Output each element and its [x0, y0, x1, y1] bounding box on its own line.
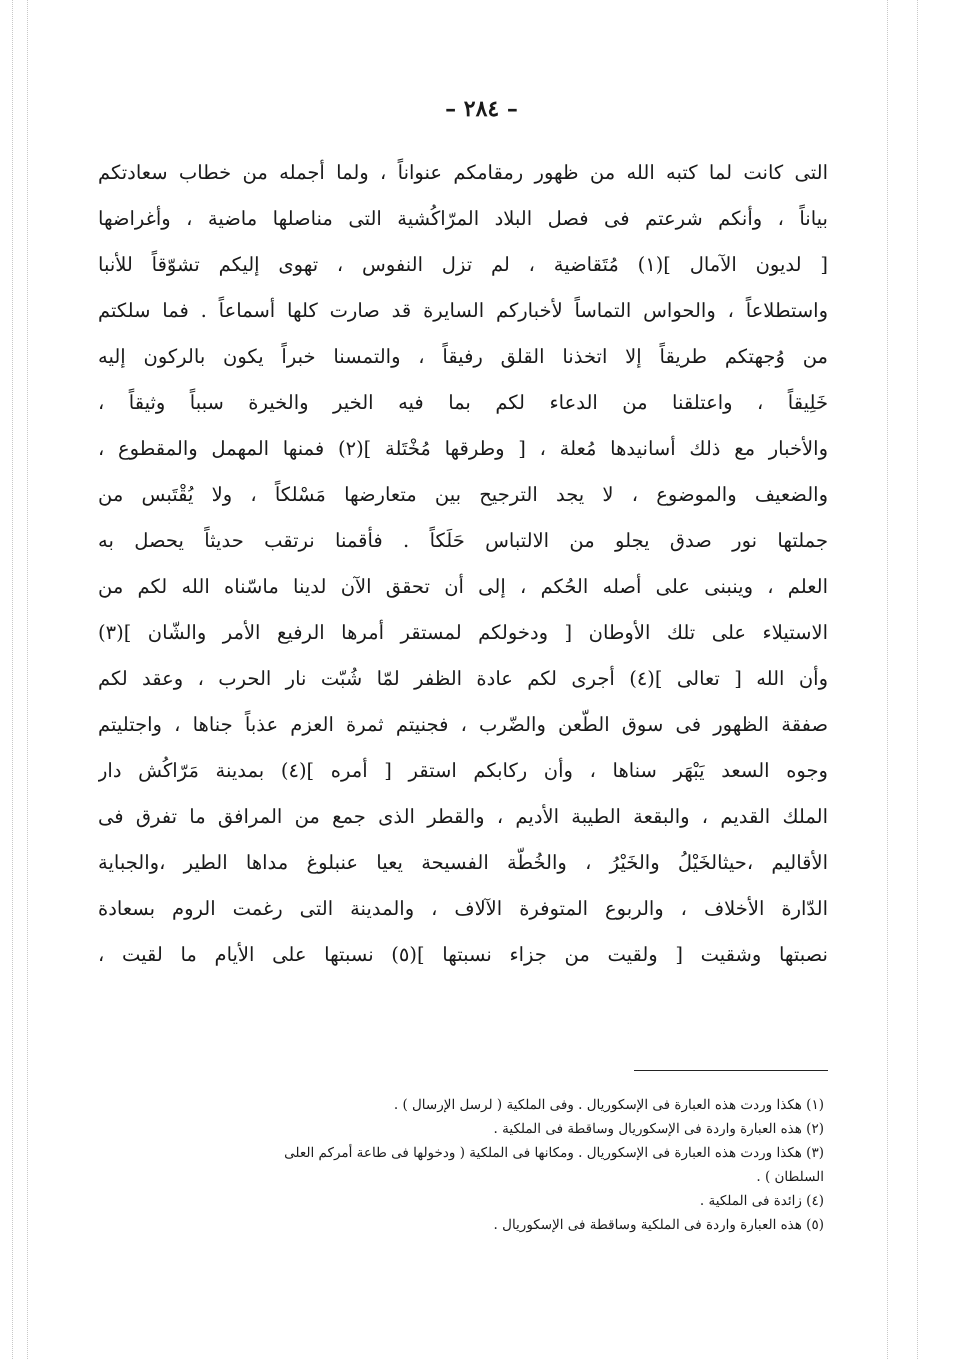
footnotes — [98, 1093, 824, 1237]
text-line: العلم ، وينبنى على أصله الحُكم ، إلى أن تحقق الآن لدينا ماسّناه الله لكم من — [98, 575, 828, 598]
text-line: الدّارة الأخلاف ، والربوع المتوفرة الآلاف ، والمدينة التى رغمت الروم بسعادة — [98, 897, 828, 920]
footnote-separator — [634, 1070, 828, 1071]
text-line: صفقة الظهور فى سوق الطّعن والضّرب ، فجنيتم ثمرة العزم عذباً جناها ، واجتليتم — [98, 713, 828, 736]
text-line: وجوه السعد يَبْهَر سناها ، وأن ركابكم استقر [ أمره ](٤) بمدينة مَرّاكُش دار — [98, 759, 828, 782]
page-number: – ٢٨٤ – — [445, 96, 518, 122]
text-line: بياناً ، وأنكم شرعتم فى فصل البلاد المرّاكُشية التى مناصلها ماضية ، وأغراضها — [98, 207, 828, 230]
text-line: الاستيلاء على تلك الأوطان [ ودخولكم لمستقر أمرها الرفيع الأمر والشّان ](٣) — [98, 621, 828, 644]
text-line: والضعيف والموضوع ، لا يجد الترجيح بين متعارضها مَسْلكاً ، ولا يُقْتَبس من — [98, 483, 828, 506]
text-line: جملتها نور صدق يجلو من الالتباس حَلَكاً . فأقمنا نرتقب حديثاً يحصل به — [98, 529, 828, 552]
text-line: من وُجهتكم طريقاً إلا اتخذنا القلق رفيقاً ، والتمسنا خبراً يكون بالركون إليه — [98, 345, 828, 368]
footnote: (١) هكذا وردت هذه العبارة فى الإسكوريال . وفى الملكية ( لرسل الإرسال ) . — [393, 1097, 824, 1113]
footnote: (٣) هكذا وردت هذه العبارة فى الإسكوريال . ومكانها فى الملكية ( ودخولها فى طاعة أمركم العلى — [284, 1145, 824, 1161]
body-text — [98, 150, 828, 978]
text-line: نصبتها وشقيت [ ولقيت من جزاء نسبتها ](٥) نسبتها على الأيام ما لقيت ، — [98, 943, 828, 966]
text-line: الملك القديم ، والبقعة الطيبة الأديم ، والقطر الذى جمع من المرافق ما تفرق فى — [98, 805, 828, 828]
scan-edge-dots-right — [887, 0, 888, 1359]
scan-edge-dots-left-2 — [27, 0, 28, 1359]
footnote: (٤) زائدة فى الملكية . — [699, 1193, 824, 1209]
scan-edge-dots-right-2 — [917, 0, 918, 1359]
text-line: واستطلاعاً ، والحواس التماساً لأخباركم السايرة قد صارت كلها أسماعاً . فما سلكتم — [98, 299, 828, 322]
text-line: [ لديون الآمال ](١) مُتَقاضية ، لم تزل النفوس ، تهوى إليكم تشوّقاً للأنبا — [98, 253, 828, 276]
footnote-continuation: السلطان ) . — [756, 1169, 824, 1185]
text-line: وأن الله [ تعالى ](٤) أجرى لكم عادة الظفر لمّا شُبّت نار الحرب ، وعقد لكم — [98, 667, 828, 690]
footnote: (٥) هذه العبارة واردة فى الملكية وساقطة فى الإسكوريال . — [493, 1217, 824, 1233]
text-line: والأخبار مع ذلك أسانيدها مُعلة ، [ وطرقها مُخْتَلة ](٢) فمنها المهمل والمقطوع ، — [98, 437, 828, 460]
text-line: الأقاليم ،حيثالخَيْلُ والخَيْرُ ، والخُطّة الفسيحة يعيا عنبلوغ مداها الطير ،والجباية — [98, 851, 828, 874]
footnote: (٢) هذه العبارة واردة فى الإسكوريال وساقطة فى الملكية . — [493, 1121, 824, 1137]
text-line: خَلِيقاً ، واعتلقنا من الدعاء لكم بما فيه الخير والخيرة سبباً وثيقاً ، — [98, 391, 828, 414]
scan-edge-dots-left — [12, 0, 13, 1359]
text-line: التى كانت لما كتبه الله من ظهور رمقامكم عنواناً ، ولما أجمله من خطاب سعادتكم — [98, 161, 828, 184]
